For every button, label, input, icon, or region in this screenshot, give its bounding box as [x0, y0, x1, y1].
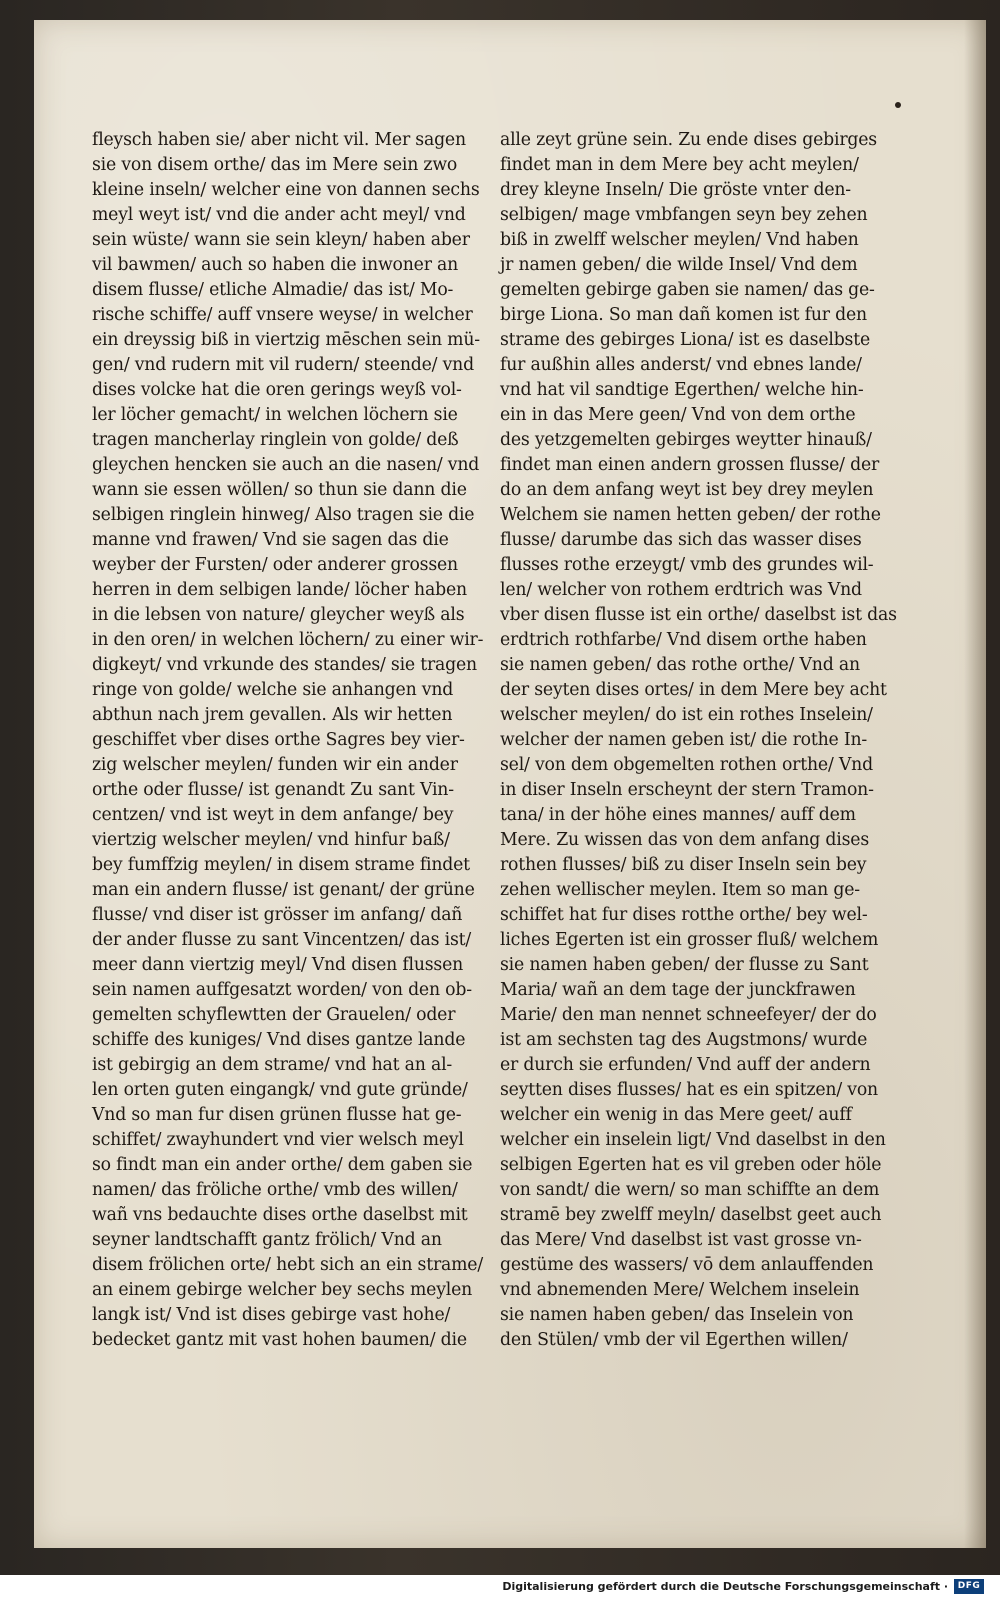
text-line: kleine inseln/ welcher eine von dannen sechs — [92, 180, 480, 200]
text-line: vil bawmen/ auch so haben die inwoner an — [92, 255, 459, 275]
text-line: liches Egerten ist ein grosser fluß/ welchem — [500, 930, 879, 950]
text-line: welcher der namen geben ist/ die rothe In- — [500, 730, 868, 750]
text-line: seyner landtschafft gantz frölich/ Vnd an — [92, 1230, 442, 1250]
text-line: sie von disem orthe/ das im Mere sein zwo — [92, 155, 458, 175]
text-line: man ein andern flusse/ ist genant/ der grüne — [92, 880, 475, 900]
text-line: rische schiffe/ auff vnsere weyse/ in welcher — [92, 305, 473, 325]
text-line: Welchem sie namen hetten geben/ der rothe — [500, 505, 881, 525]
text-line: do an dem anfang weyt ist bey drey meylen — [500, 480, 874, 500]
text-line: selbigen/ mage vmbfangen seyn bey zehen — [500, 205, 868, 225]
text-line: rothen flusses/ biß zu diser Inseln sein bey — [500, 855, 867, 875]
text-line: vnd abnemenden Mere/ Welchem inselein — [500, 1280, 860, 1300]
book-page — [34, 20, 986, 1548]
text-line: an einem gebirge welcher bey sechs meylen — [92, 1280, 473, 1300]
text-line: tana/ in der höhe eines mannes/ auff dem — [500, 805, 856, 825]
text-line: er durch sie erfunden/ Vnd auff der andern — [500, 1055, 871, 1075]
text-line: selbigen Egerten hat es vil greben oder höle — [500, 1155, 882, 1175]
text-line: sie namen geben/ das rothe orthe/ Vnd an — [500, 655, 860, 675]
text-line: welcher ein wenig in das Mere geet/ auff — [500, 1105, 852, 1125]
text-line: biß in zwelff welscher meylen/ Vnd haben — [500, 230, 859, 250]
text-line: in den oren/ in welchen löchern/ zu einer wir- — [92, 630, 484, 650]
footer-credit: Digitalisierung gefördert durch die Deutsche Forschungsgemeinschaft · — [502, 1580, 948, 1593]
text-line: flusse/ vnd diser ist grösser im anfang/ dañ — [92, 905, 463, 925]
text-line: selbigen ringlein hinweg/ Also tragen sie die — [92, 505, 475, 525]
text-line: ler löcher gemacht/ in welchen löchern sie — [92, 405, 458, 425]
text-line: ringe von golde/ welche sie anhangen vnd — [92, 680, 454, 700]
text-line: weyber der Fursten/ oder anderer grossen — [92, 555, 458, 575]
text-line: ein dreyssig biß in viertzig mēschen sein mü- — [92, 330, 480, 350]
text-line: welscher meylen/ do ist ein rothes Inselein/ — [500, 705, 873, 725]
text-line: fleysch haben sie/ aber nicht vil. Mer sagen — [92, 130, 466, 150]
text-line: sein wüste/ wann sie sein kleyn/ haben aber — [92, 230, 470, 250]
text-line: vber disen flusse ist ein orthe/ daselbst ist das — [500, 605, 897, 625]
text-line: sie namen haben geben/ der flusse zu Sant — [500, 955, 869, 975]
text-line: in die lebsen von nature/ gleycher weyß als — [92, 605, 465, 625]
text-line: wañ vns bedauchte dises orthe daselbst mit — [92, 1205, 468, 1225]
text-line: des yetzgemelten gebirges weytter hinauß/ — [500, 430, 872, 450]
text-line: jr namen geben/ die wilde Insel/ Vnd dem — [500, 255, 858, 275]
text-line: drey kleyne Inseln/ Die gröste vnter den- — [500, 180, 851, 200]
text-line: sein namen auffgesatzt worden/ von den ob- — [92, 980, 472, 1000]
text-line: dises volcke hat die oren gerings weyß vol- — [92, 380, 462, 400]
text-line: abthun nach jrem gevallen. Als wir hetten — [92, 705, 453, 725]
text-line: gemelten schyflewtten der Grauelen/ oder — [92, 1005, 456, 1025]
text-line: gemelten gebirge gaben sie namen/ das ge- — [500, 280, 875, 300]
text-line: schiffet hat fur dises rotthe orthe/ bey wel- — [500, 905, 868, 925]
text-line: so findt man ein ander orthe/ dem gaben sie — [92, 1155, 473, 1175]
page-edge-shadow — [964, 20, 986, 1548]
text-line: flusse/ darumbe das sich das wasser dises — [500, 530, 862, 550]
text-line: gestüme des wassers/ vō dem anlauffenden — [500, 1255, 874, 1275]
text-line: in diser Inseln erscheynt der stern Tramon- — [500, 780, 874, 800]
text-line: stramē bey zwelff meyln/ daselbst geet auch — [500, 1205, 882, 1225]
text-line: meyl weyt ist/ vnd die ander acht meyl/ vnd — [92, 205, 466, 225]
dfg-logo: DFG — [954, 1579, 984, 1594]
text-line: von sandt/ die wern/ so man schiffte an dem — [500, 1180, 880, 1200]
text-line: Maria/ wañ an dem tage der junckfrawen — [500, 980, 856, 1000]
text-line: seytten dises flusses/ hat es ein spitzen/ von — [500, 1080, 878, 1100]
text-line: findet man einen andern grossen flusse/ der — [500, 455, 880, 475]
text-line: zig welscher meylen/ funden wir ein ander — [92, 755, 458, 775]
text-line: ist gebirgig an dem strame/ vnd hat an al- — [92, 1055, 453, 1075]
text-line: namen/ das fröliche orthe/ vmb des willen/ — [92, 1180, 458, 1200]
text-line: schiffe des kuniges/ Vnd dises gantze lande — [92, 1030, 466, 1050]
text-line: herren in dem selbigen lande/ löcher haben — [92, 580, 467, 600]
text-line: schiffet/ zwayhundert vnd vier welsch meyl — [92, 1130, 464, 1150]
text-line: disem flusse/ etliche Almadie/ das ist/ Mo- — [92, 280, 454, 300]
text-line: gen/ vnd rudern mit vil rudern/ steende/ vnd — [92, 355, 474, 375]
text-line: der seyten dises ortes/ in dem Mere bey acht — [500, 680, 887, 700]
text-line: alle zeyt grüne sein. Zu ende dises gebirges — [500, 130, 877, 150]
text-line: der ander flusse zu sant Vincentzen/ das ist/ — [92, 930, 471, 950]
text-line: welcher ein inselein ligt/ Vnd daselbst in den — [500, 1130, 886, 1150]
left-text-column — [92, 128, 484, 1353]
text-line: digkeyt/ vnd vrkunde des standes/ sie tragen — [92, 655, 477, 675]
text-line: erdtrich rothfarbe/ Vnd disem orthe haben — [500, 630, 867, 650]
text-line: Vnd so man fur disen grünen flusse hat ge- — [92, 1105, 462, 1125]
text-line: tragen mancherlay ringlein von golde/ deß — [92, 430, 459, 450]
text-line: birge Liona. So man dañ komen ist fur den — [500, 305, 867, 325]
text-line: sie namen haben geben/ das Inselein von — [500, 1305, 854, 1325]
text-line: centzen/ vnd ist weyt in dem anfange/ bey — [92, 805, 454, 825]
text-line: disem frölichen orte/ hebt sich an ein strame/ — [92, 1255, 483, 1275]
text-line: ein in das Mere geen/ Vnd von dem orthe — [500, 405, 856, 425]
text-line: len/ welcher von rothem erdtrich was Vnd — [500, 580, 862, 600]
text-line: zehen wellischer meylen. Item so man ge- — [500, 880, 860, 900]
text-line: wann sie essen wöllen/ so thun sie dann die — [92, 480, 467, 500]
text-line: strame des gebirges Liona/ ist es daselbste — [500, 330, 870, 350]
text-line: len orten guten eingangk/ vnd gute gründe/ — [92, 1080, 468, 1100]
text-line: bedecket gantz mit vast hohen baumen/ die — [92, 1330, 467, 1350]
text-line: das Mere/ Vnd daselbst ist vast grosse vn- — [500, 1230, 862, 1250]
text-line: den Stülen/ vmb der vil Egerthen willen/ — [500, 1330, 848, 1350]
text-line: viertzig welscher meylen/ vnd hinfur baß/ — [92, 830, 450, 850]
text-line: orthe oder flusse/ ist genandt Zu sant Vin- — [92, 780, 454, 800]
text-line: Marie/ den man nennet schneefeyer/ der do — [500, 1005, 877, 1025]
text-line: gleychen hencken sie auch an die nasen/ vnd — [92, 455, 480, 475]
text-line: manne vnd frawen/ Vnd sie sagen das die — [92, 530, 449, 550]
text-line: meer dann viertzig meyl/ Vnd disen flussen — [92, 955, 464, 975]
text-line: langk ist/ Vnd ist dises gebirge vast hohe/ — [92, 1305, 451, 1325]
ink-dot-mark — [895, 102, 901, 108]
text-line: ist am sechsten tag des Augstmons/ wurde — [500, 1030, 868, 1050]
text-line: sel/ von dem obgemelten rothen orthe/ Vnd — [500, 755, 873, 775]
right-text-column — [500, 128, 906, 1353]
text-line: fur außhin alles anderst/ vnd ebnes lande/ — [500, 355, 862, 375]
text-line: bey fumffzig meylen/ in disem strame findet — [92, 855, 470, 875]
text-line: findet man in dem Mere bey acht meylen/ — [500, 155, 859, 175]
digitization-footer — [0, 1575, 1000, 1599]
text-line: Mere. Zu wissen das von dem anfang dises — [500, 830, 869, 850]
text-line: vnd hat vil sandtige Egerthen/ welche hin- — [500, 380, 864, 400]
text-line: geschiffet vber dises orthe Sagres bey vier- — [92, 730, 465, 750]
text-line: flusses rothe erzeygt/ vmb des grundes wil- — [500, 555, 874, 575]
